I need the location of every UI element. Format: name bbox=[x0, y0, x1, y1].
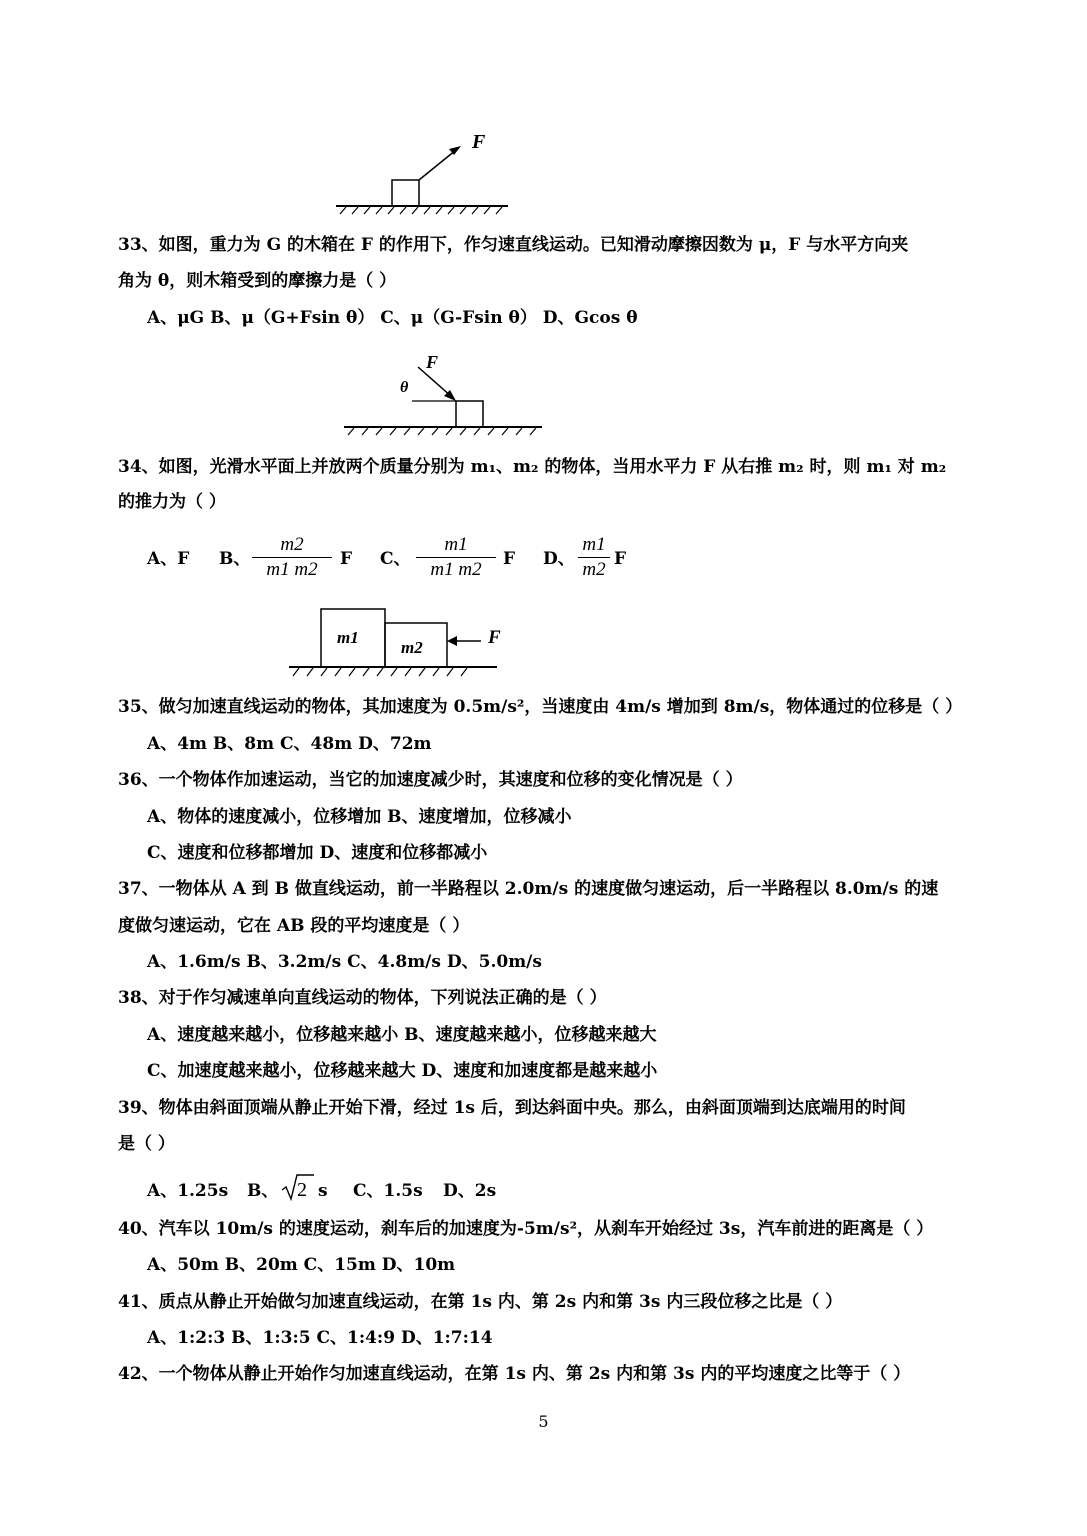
q34-force-label: F bbox=[426, 352, 439, 372]
q42-line1: 42、一个物体从静止开始作匀加速直线运动，在第 1s 内、第 2s 内和第 3s 内的平均速度之比等于（ ） bbox=[118, 1364, 911, 1384]
q40-line1: 40、汽车以 10m/s 的速度运动，刹车后的加速度为-5m/s²，从刹车开始经过 3s，汽车前进的距离是（ ） bbox=[118, 1219, 934, 1239]
q39-option-a: A、1.25s bbox=[147, 1181, 229, 1201]
q35-line1: 35、做匀加速直线运动的物体，其加速度为 0.5m/s²，当速度由 4m/s 增加到 8m/s，物体通过的位移是（ ） bbox=[118, 697, 963, 717]
q39-option-b-unit: s bbox=[318, 1181, 328, 1201]
q35-options: A、4m B、8m C、48m D、72m bbox=[147, 734, 432, 754]
q39-option-d: D、2s bbox=[443, 1181, 497, 1201]
q39-line2: 是（ ） bbox=[118, 1134, 175, 1154]
q36-options-2: C、速度和位移都增加 D、速度和位移都减小 bbox=[147, 843, 488, 863]
fraction-numerator: m1 bbox=[444, 534, 468, 555]
q34-option-b-label: B、 bbox=[219, 549, 251, 569]
m1-label: m1 bbox=[337, 628, 359, 647]
q33-figure bbox=[330, 128, 520, 218]
theta-label: θ bbox=[400, 379, 409, 396]
fraction-denominator: m1 m2 bbox=[266, 559, 318, 580]
q40-options: A、50m B、20m C、15m D、10m bbox=[147, 1255, 456, 1275]
q38-line1: 38、对于作匀减速单向直线运动的物体，下列说法正确的是（ ） bbox=[118, 988, 607, 1008]
page-number: 5 bbox=[538, 1412, 549, 1431]
q39-option-c: C、1.5s bbox=[353, 1181, 423, 1201]
q34-option-b-f: F bbox=[340, 549, 353, 569]
q34-option-c-label: C、 bbox=[380, 549, 411, 569]
fraction-numerator: m1 bbox=[582, 534, 606, 555]
q34-option-d-label: D、 bbox=[543, 549, 575, 569]
q36-line1: 36、一个物体作加速运动，当它的加速度减少时，其速度和位移的变化情况是（ ） bbox=[118, 770, 743, 790]
q34-blocks-force-label: F bbox=[488, 627, 501, 648]
q34-option-b-fraction bbox=[252, 533, 332, 582]
sqrt-value: 2 bbox=[297, 1179, 307, 1201]
q34-line1: 34、如图，光滑水平面上并放两个质量分别为 m₁、m₂ 的物体，当用水平力 F 从右推 m₂ 时，则 m₁ 对 m₂ bbox=[118, 457, 947, 477]
q33-line1: 33、如图，重力为 G 的木箱在 F 的作用下，作匀速直线运动。已知滑动摩擦因数为 μ，F 与水平方向夹 bbox=[118, 235, 909, 255]
q41-line1: 41、质点从静止开始做匀加速直线运动，在第 1s 内、第 2s 内和第 3s 内三段位移之比是（ ） bbox=[118, 1292, 843, 1312]
q34-option-a: A、F bbox=[147, 549, 190, 569]
fraction-numerator: m2 bbox=[280, 534, 304, 555]
m2-label: m2 bbox=[401, 638, 423, 657]
q33-force-label: F bbox=[472, 131, 486, 153]
q34-option-c-f: F bbox=[503, 549, 516, 569]
q34-blocks-figure bbox=[285, 603, 515, 683]
q39-line1: 39、物体由斜面顶端从静止开始下滑，经过 1s 后，到达斜面中央。那么，由斜面顶端到达底端用的时间 bbox=[118, 1098, 906, 1118]
q33-options: A、μG B、μ（G+Fsin θ） C、μ（G-Fsin θ） D、Gcos θ bbox=[147, 308, 638, 328]
q34-angle-figure bbox=[340, 350, 550, 442]
q39-option-b-label: B、 bbox=[247, 1181, 279, 1201]
q33-line2: 角为 θ，则木箱受到的摩擦力是（ ） bbox=[118, 271, 397, 291]
q41-options: A、1:2:3 B、1:3:5 C、1:4:9 D、1:7:14 bbox=[147, 1328, 493, 1348]
q34-option-d-f: F bbox=[614, 549, 627, 569]
q36-options-1: A、物体的速度减小，位移增加 B、速度增加，位移减小 bbox=[147, 807, 572, 827]
fraction-denominator: m2 bbox=[582, 559, 606, 580]
q38-options-1: A、速度越来越小，位移越来越小 B、速度越来越小，位移越来越大 bbox=[147, 1025, 657, 1045]
q34-line2: 的推力为（ ） bbox=[118, 492, 226, 512]
q37-line1: 37、一物体从 A 到 B 做直线运动，前一半路程以 2.0m/s 的速度做匀速运动，后一半路程以 8.0m/s 的速 bbox=[118, 879, 939, 899]
q34-option-d-fraction bbox=[578, 533, 610, 582]
q38-options-2: C、加速度越来越小，位移越来越大 D、速度和加速度都是越来越小 bbox=[147, 1061, 658, 1081]
q37-line2: 度做匀速运动，它在 AB 段的平均速度是（ ） bbox=[118, 916, 470, 936]
q34-option-c-fraction bbox=[416, 533, 496, 582]
fraction-denominator: m1 m2 bbox=[430, 559, 482, 580]
q37-options: A、1.6m/s B、3.2m/s C、4.8m/s D、5.0m/s bbox=[147, 952, 542, 972]
